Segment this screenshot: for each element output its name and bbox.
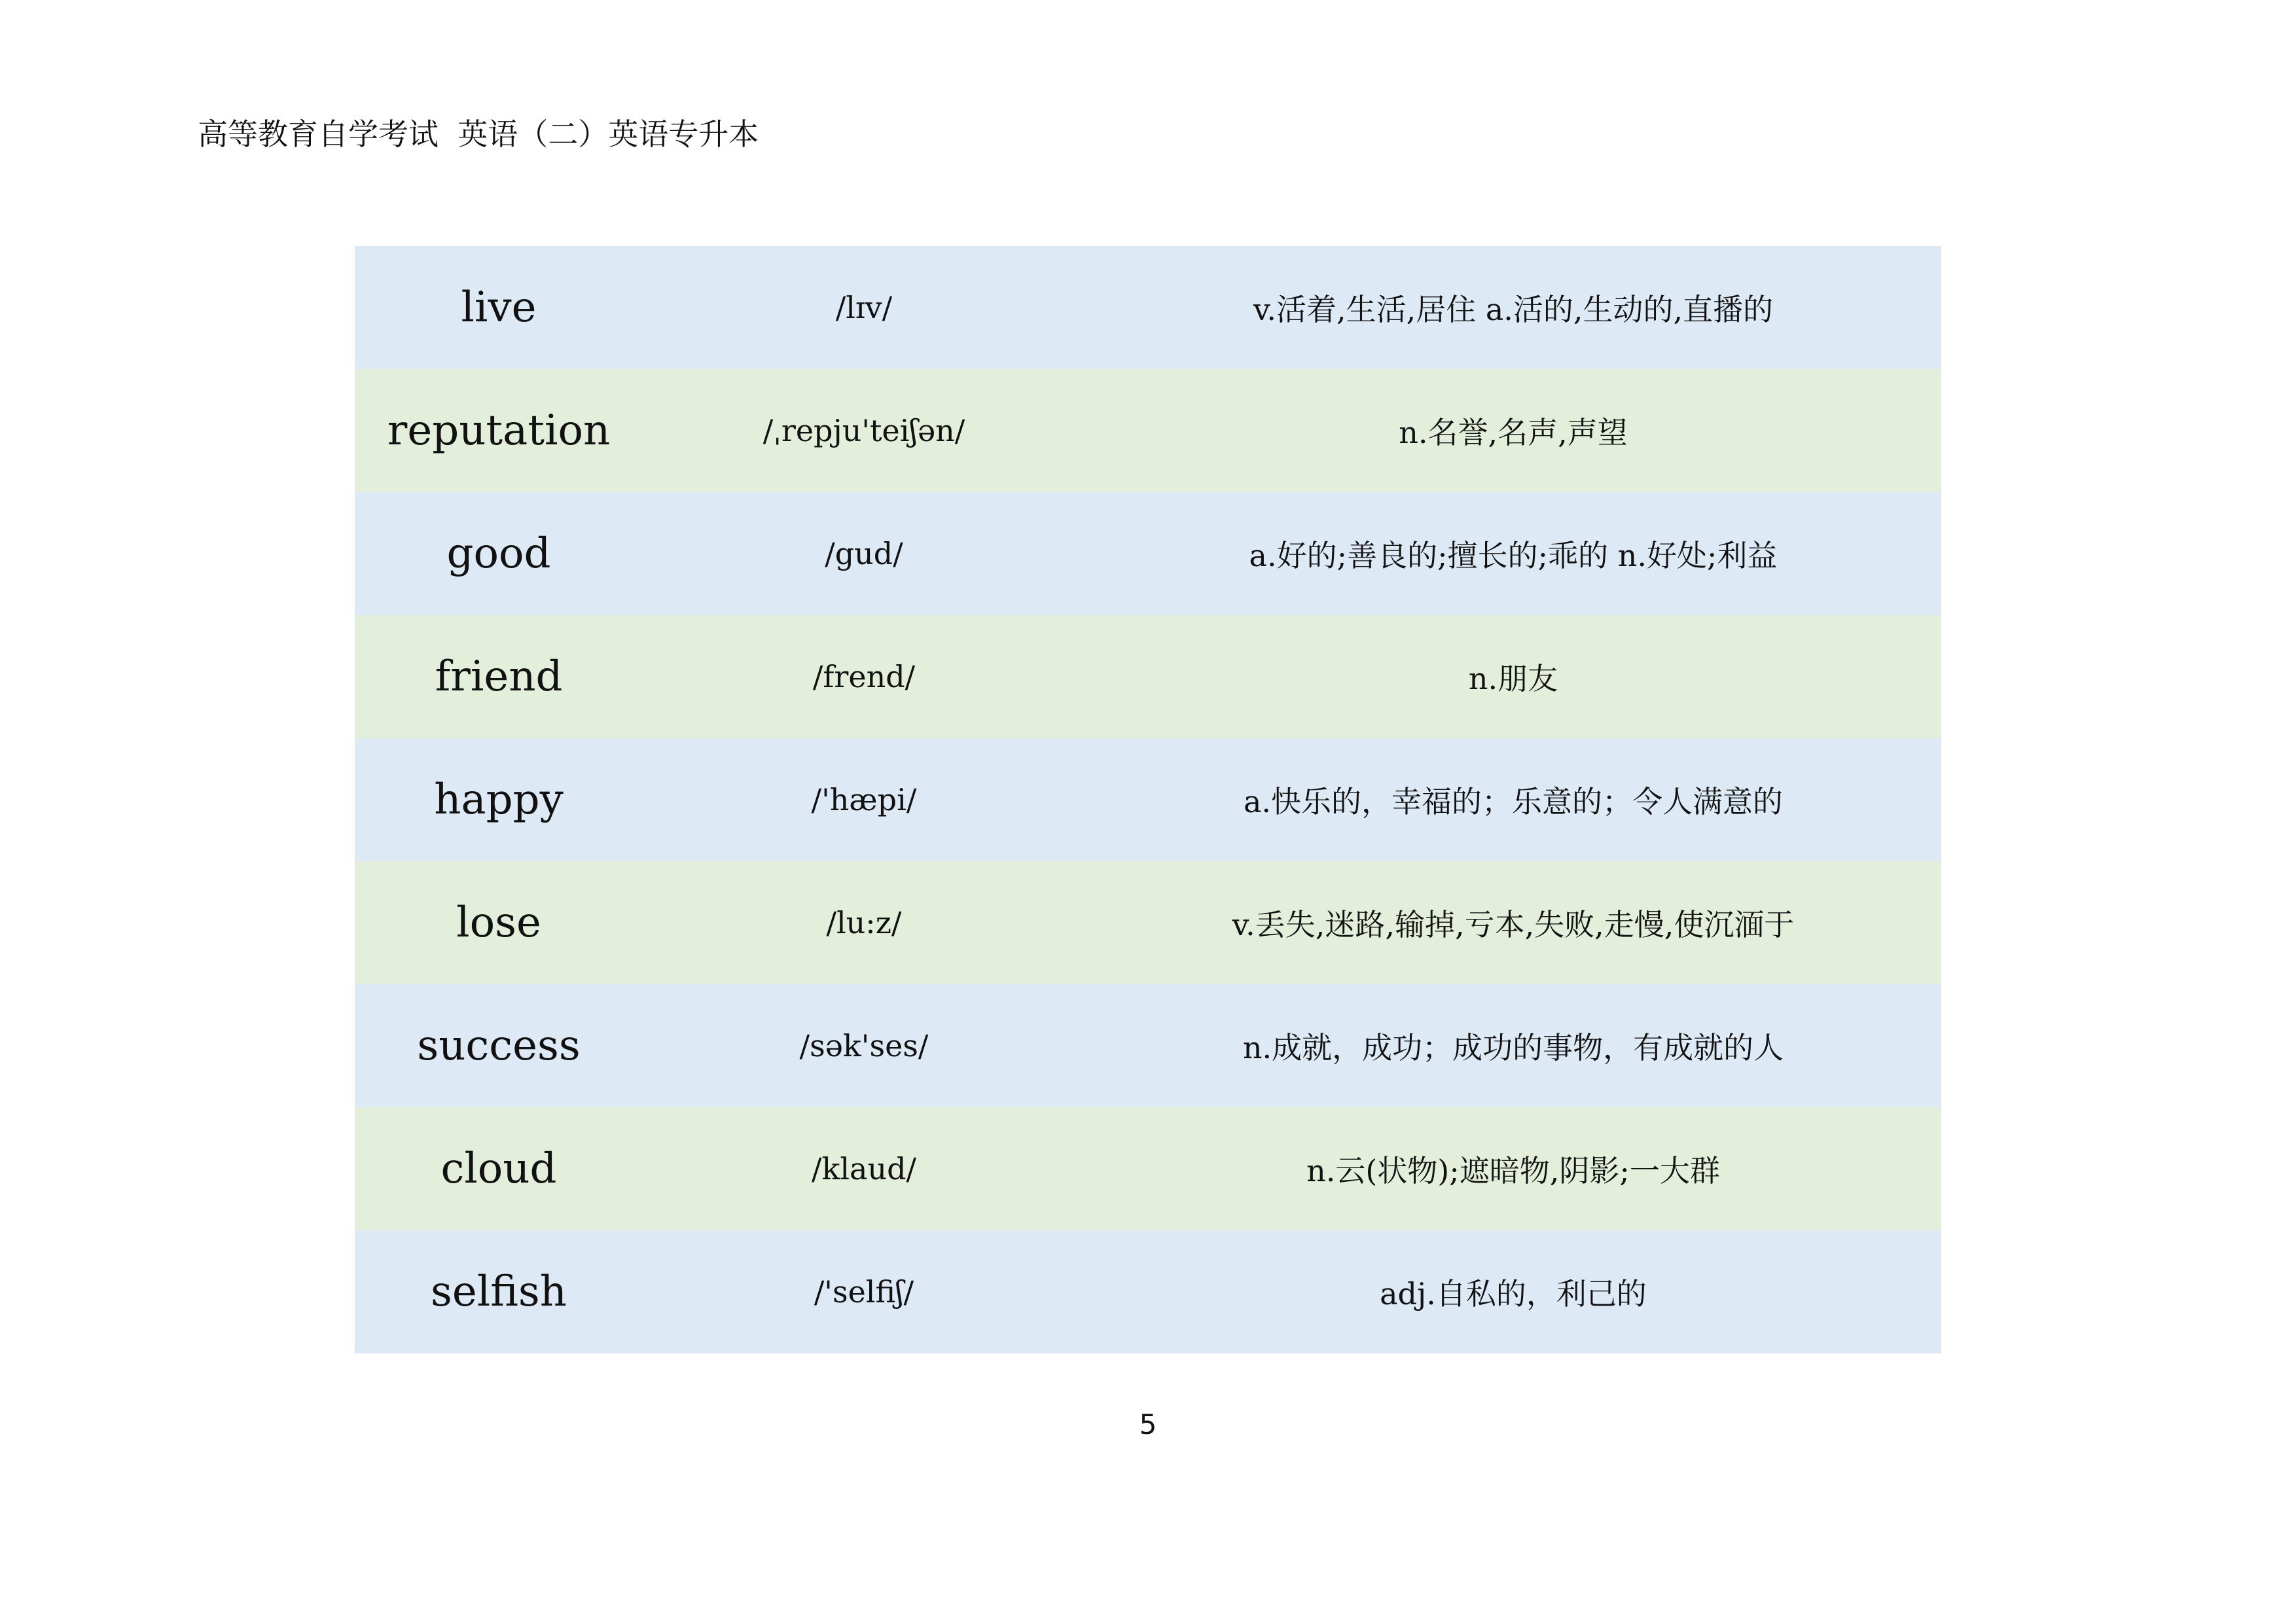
phonetic-cell: /gud/	[643, 492, 1085, 615]
word-cell: live	[355, 246, 643, 369]
page-number: 5	[1139, 1408, 1157, 1440]
definition-cell: n.朋友	[1085, 615, 1941, 738]
table-row	[355, 738, 1941, 861]
phonetic-cell: /ˌrepju'teiʃən/	[643, 369, 1085, 492]
word-cell: reputation	[355, 369, 643, 492]
word-cell: friend	[355, 615, 643, 738]
vocabulary-table	[355, 246, 1941, 1353]
phonetic-cell: /lɪv/	[643, 246, 1085, 369]
word-cell: cloud	[355, 1107, 643, 1230]
table-row	[355, 246, 1941, 369]
table-row	[355, 984, 1941, 1107]
table-row	[355, 369, 1941, 492]
phonetic-cell: /lu:z/	[643, 861, 1085, 984]
definition-cell: n.云(状物);遮暗物,阴影;一大群	[1085, 1107, 1941, 1230]
definition-cell: a.好的;善良的;擅长的;乖的 n.好处;利益	[1085, 492, 1941, 615]
phonetic-cell: /klaud/	[643, 1107, 1085, 1230]
definition-cell: v.丢失,迷路,输掉,亏本,失败,走慢,使沉湎于	[1085, 861, 1941, 984]
definition-cell: a.快乐的，幸福的；乐意的；令人满意的	[1085, 738, 1941, 861]
word-cell: success	[355, 984, 643, 1107]
word-cell: lose	[355, 861, 643, 984]
phonetic-cell: /'selfiʃ/	[643, 1230, 1085, 1353]
table-row	[355, 1230, 1941, 1353]
definition-cell: adj.自私的，利己的	[1085, 1230, 1941, 1353]
table-row	[355, 861, 1941, 984]
definition-cell: v.活着,生活,居住 a.活的,生动的,直播的	[1085, 246, 1941, 369]
word-cell: selfish	[355, 1230, 643, 1353]
word-cell: good	[355, 492, 643, 615]
table-row	[355, 1107, 1941, 1230]
word-cell: happy	[355, 738, 643, 861]
table-row	[355, 615, 1941, 738]
table-row	[355, 492, 1941, 615]
definition-cell: n.名誉,名声,声望	[1085, 369, 1941, 492]
definition-cell: n.成就，成功；成功的事物，有成就的人	[1085, 984, 1941, 1107]
phonetic-cell: /'hæpi/	[643, 738, 1085, 861]
phonetic-cell: /sək'ses/	[643, 984, 1085, 1107]
page-header-title: 高等教育自学考试 英语（二）英语专升本	[198, 116, 759, 152]
phonetic-cell: /frend/	[643, 615, 1085, 738]
